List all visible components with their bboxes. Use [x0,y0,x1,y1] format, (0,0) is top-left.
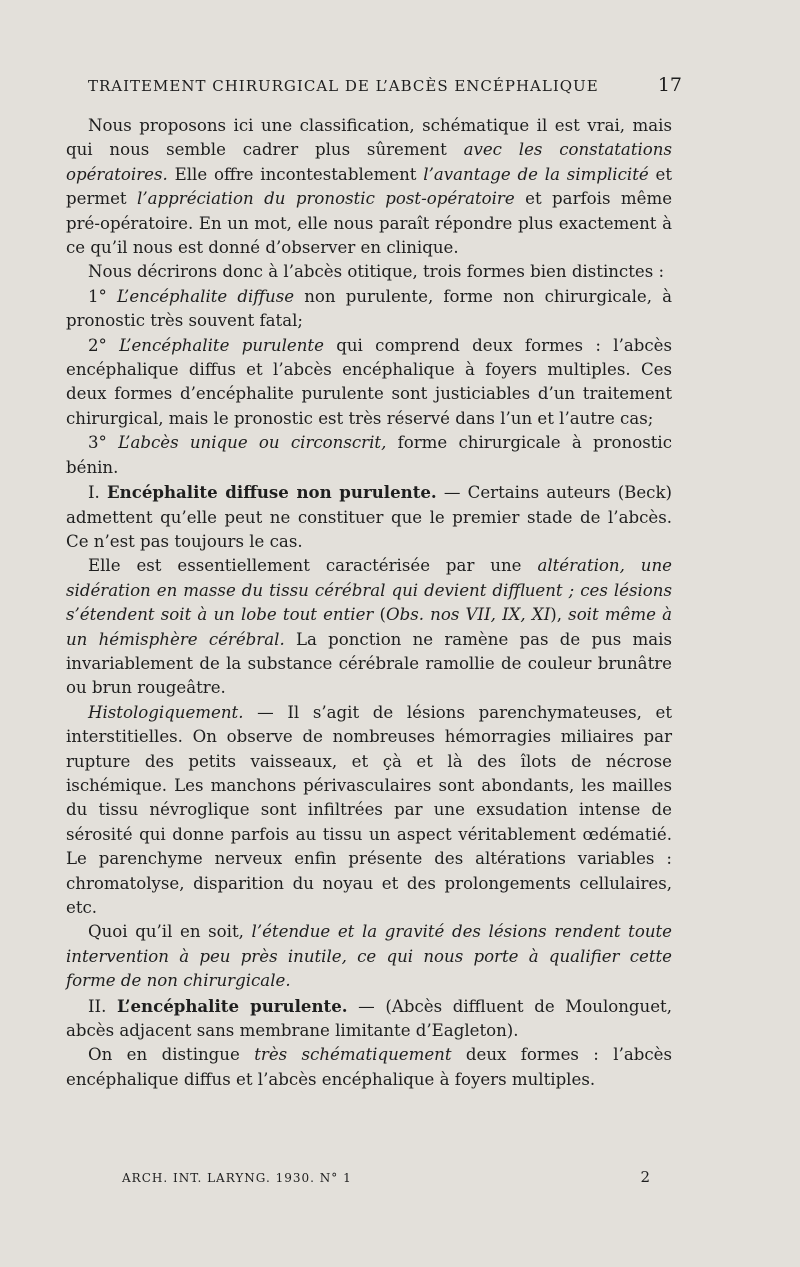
page-number: 17 [657,74,682,96]
paragraph-deux-formes: On en distingue très schématiquement deux formes : l’abcès encéphalique diffus et l’abcès encéphalique à foyers multiples. [66,1045,673,1089]
list-item-encephalite-diffuse: 1° L’encéphalite diffuse non purulente, forme non chirurgicale, à pronostic très souvent fatal; [66,286,672,331]
running-title: TRAITEMENT CHIRURGICAL DE L’ABCÈS ENCÉPHALIQUE [88,77,599,95]
running-header [88,74,682,96]
section-heading-encephalite-purulente: II. L’encéphalite purulente. — (Abcès diffluent de Moulonguet, abcès adjacent sans membrane limitante d’Eagleton). [66,995,672,1041]
paragraph-alteration: Elle est essentiellement caractérisée par une altération, une sidération en masse du tissu cérébral qui devient diffluent ; ces lésions s’étendent soit à un lobe tout entier (Obs. nos VII, IX, XI), soit même à un hémisphère cérébral. La ponction ne ramène pas de pus mais invariablement de la substance cérébrale ramollie de couleur brunâtre ou brun rougeâtre. [66,556,673,698]
paragraph-conclusion: Quoi qu’il en soit, l’étendue et la gravité des lésions rendent toute intervention à peu près inutile, ce qui nous porte à qualifier cette forme de non chirurgicale. [66,922,673,991]
paragraph-three-forms: Nous décrirons donc à l’abcès otitique, trois formes bien distinctes : [88,262,665,282]
article-body [66,114,672,1092]
paragraph-classification: Nous proposons ici une classification, schématique il est vrai, mais qui nous semble cadrer plus sûrement avec les constatations opératoires. Elle offre incontestablement l’avantage de la simplicité et permet l’appréciation du pronostic post-opératoire et parfois même pré-opératoire. En un mot, elle nous paraît répondre plus exactement à ce qu’il nous est donné d’observer en clinique. [66,116,673,258]
journal-citation: ARCH. INT. LARYNG. 1930. N° 1 [122,1171,352,1185]
paragraph-histologie: Histologiquement. — Il s’agit de lésions parenchymateuses, et interstitielles. On observe de nombreuses hémorragies miliaires par rupture des petits vaisseaux, et çà et là des îlots de nécrose ischémique. Les manchons périvasculaires sont abondants, les mailles du tissu névroglique sont infiltrées par une exsudation intense de sérosité qui donne parfois au tissu un aspect véritablement œdématié. Le parenchyme nerveux enfin présente des altérations variables : chromatolyse, disparition du noyau et des prolongements cellulaires, etc. [66,702,672,917]
list-item-abces-unique: 3° L’abcès unique ou circonscrit, forme chirurgicale à pronostic bénin. [66,433,672,477]
section-heading-encephalite-diffuse: I. Encéphalite diffuse non purulente. — Certains auteurs (Beck) admettent qu’elle peut ne constituer que le premier stade de l’abcès. Ce n’est pas toujours le cas. [66,482,672,551]
page-footer [122,1168,650,1186]
signature-number: 2 [640,1168,650,1186]
list-item-encephalite-purulente: 2° L’encéphalite purulente qui comprend deux formes : l’abcès encéphalique diffus et l’abcès encéphalique à foyers multiples. Ces deux formes d’encéphalite purulente sont justiciables d’un traitement chirurgical, mais le pronostic est très réservé dans l’un et l’autre cas; [66,335,672,428]
